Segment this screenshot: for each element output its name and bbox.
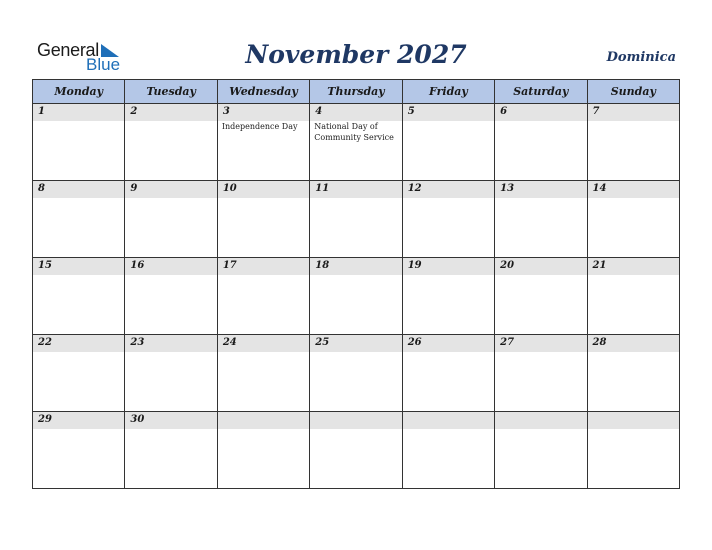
day-number-bar [218,181,309,198]
day-number-bar [310,335,401,352]
day-number-bar [33,412,124,429]
calendar-grid [32,79,680,489]
day-number-bar [588,181,679,198]
day-number-bar [588,104,679,121]
calendar-title: November 2027 [245,40,467,69]
day-cell[interactable] [217,258,309,335]
day-number-bar [310,412,401,429]
day-number: 21 [592,260,607,271]
day-number: 7 [592,106,600,117]
day-number: 18 [315,260,330,271]
day-number-bar [495,181,586,198]
day-number: 10 [222,183,237,194]
day-cell[interactable] [495,258,587,335]
day-number-bar [218,335,309,352]
country-label: Dominica [606,50,676,65]
day-cell[interactable] [587,181,679,258]
day-number-bar [310,258,401,275]
day-number: 28 [592,337,607,348]
day-number: 25 [315,337,330,348]
day-number-bar [403,258,494,275]
day-number: 27 [500,337,515,348]
day-number-bar [125,258,216,275]
day-cell[interactable] [217,335,309,412]
week-row [33,258,680,335]
day-number-bar [495,412,586,429]
day-number: 11 [315,183,330,194]
day-cell[interactable] [125,335,217,412]
day-cell[interactable] [402,181,494,258]
day-number-bar [310,104,401,121]
day-number-bar [218,104,309,121]
day-number: 2 [130,106,138,117]
day-cell[interactable] [125,181,217,258]
day-number: 30 [130,414,145,425]
day-cell[interactable] [310,104,402,181]
day-number: 1 [38,106,45,117]
day-cell[interactable] [125,412,217,489]
day-cell[interactable] [217,104,309,181]
day-cell[interactable] [33,335,125,412]
weekday-header: Thursday [310,80,402,104]
day-number-bar [125,335,216,352]
day-number-bar [218,258,309,275]
day-number: 22 [38,337,52,348]
day-number-bar [125,181,216,198]
day-number: 4 [315,106,323,117]
day-number-bar [403,412,494,429]
day-number-bar [33,181,124,198]
week-row [33,181,680,258]
day-cell[interactable] [310,181,402,258]
day-number: 9 [130,183,138,194]
weekday-header: Sunday [587,80,679,104]
day-number: 8 [38,183,45,194]
day-number: 3 [222,106,230,117]
day-number-bar [403,104,494,121]
day-number: 19 [407,260,422,271]
week-row [33,335,680,412]
day-number: 13 [500,183,515,194]
day-number: 5 [407,106,415,117]
weekday-header-row [33,80,680,104]
day-number-bar [125,104,216,121]
day-cell[interactable] [33,181,125,258]
day-cell[interactable] [33,412,125,489]
logo-blue-text: Blue [86,55,121,74]
day-cell[interactable] [310,335,402,412]
day-number: 12 [407,183,422,194]
day-cell[interactable] [587,335,679,412]
weekday-header: Wednesday [217,80,309,104]
day-cell[interactable] [402,104,494,181]
day-cell[interactable] [587,412,679,489]
day-cell[interactable] [587,258,679,335]
day-cell[interactable] [217,181,309,258]
day-number: 23 [130,337,145,348]
day-number: 26 [407,337,422,348]
day-number-bar [495,258,586,275]
holiday-label: National Day of Community Service [314,122,394,142]
day-cell[interactable] [217,412,309,489]
day-number: 14 [592,183,607,194]
day-number-bar [33,335,124,352]
day-cell[interactable] [495,104,587,181]
weekday-header: Tuesday [125,80,217,104]
weekday-header: Monday [33,80,125,104]
day-number: 29 [38,414,52,425]
weekday-header: Friday [402,80,494,104]
day-number-bar [495,104,586,121]
day-cell[interactable] [495,335,587,412]
day-number-bar [33,104,124,121]
day-cell[interactable] [402,412,494,489]
day-cell[interactable] [402,335,494,412]
day-number: 16 [130,260,145,271]
day-number-bar [588,412,679,429]
day-cell[interactable] [125,104,217,181]
day-number-bar [33,258,124,275]
day-cell[interactable] [310,412,402,489]
day-cell[interactable] [587,104,679,181]
week-row [33,104,680,181]
day-cell[interactable] [125,258,217,335]
day-number-bar [125,412,216,429]
day-number-bar [403,181,494,198]
day-cell[interactable] [402,258,494,335]
day-number: 24 [222,337,237,348]
day-number-bar [495,335,586,352]
day-number: 6 [500,106,508,117]
day-number: 17 [222,260,237,271]
day-number-bar [403,335,494,352]
day-number-bar [588,258,679,275]
day-cell[interactable] [495,412,587,489]
day-cell[interactable] [33,258,125,335]
day-number-bar [218,412,309,429]
day-number: 15 [38,260,52,271]
week-row [33,412,680,489]
day-cell[interactable] [495,181,587,258]
day-number-bar [588,335,679,352]
weekday-header: Saturday [495,80,587,104]
day-number: 20 [500,260,515,271]
day-cell[interactable] [310,258,402,335]
day-cell[interactable] [33,104,125,181]
day-number-bar [310,181,401,198]
holiday-label: Independence Day [221,122,298,131]
logo-general-text: General [37,40,99,60]
